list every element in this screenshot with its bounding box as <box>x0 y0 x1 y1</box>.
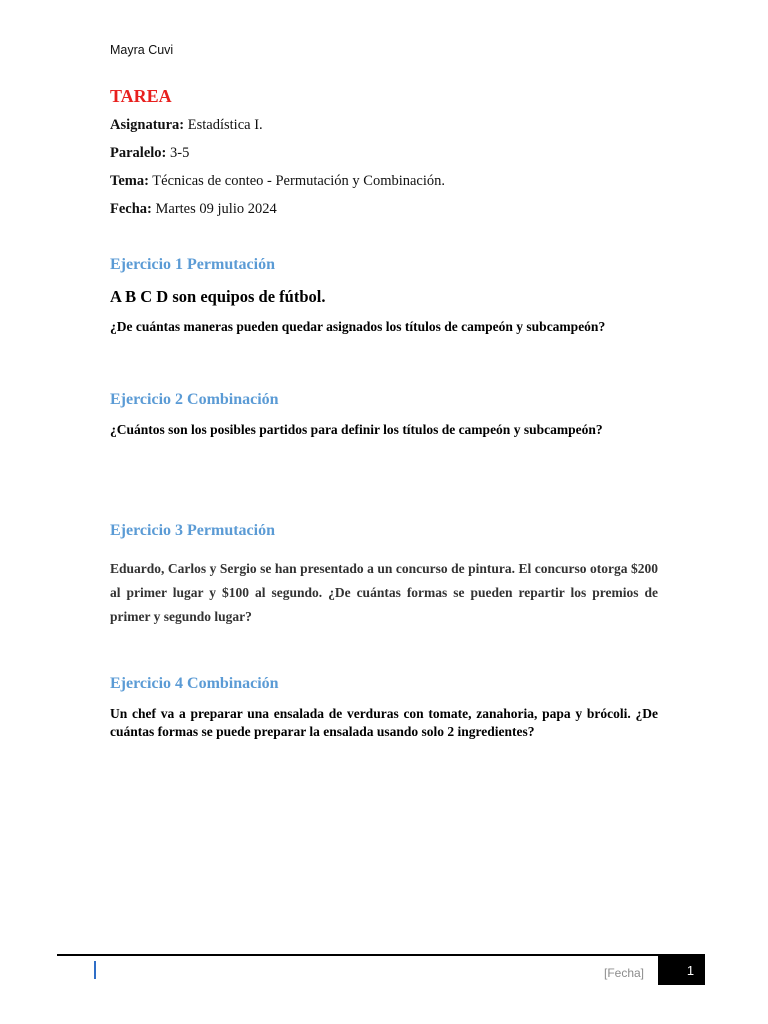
footer-text-cursor <box>94 961 96 979</box>
exercise-2-text: ¿Cuántos son los posibles partidos para definir los títulos de campeón y subcampeón? <box>110 422 603 437</box>
page-number: 1 <box>686 962 695 978</box>
exercise-3-heading: Ejercicio 3 Permutación <box>110 522 275 539</box>
exercise-1-text: ¿De cuántas maneras pueden quedar asignados los títulos de campeón y subcampeón? <box>110 319 606 334</box>
meta-fecha-label: Fecha: <box>110 201 152 217</box>
page-number-box <box>658 955 705 985</box>
meta-paralelo-value: 3-5 <box>166 145 190 161</box>
meta-tema-value: Técnicas de conteo - Permutación y Combinación. <box>148 173 446 189</box>
footer-date-placeholder[interactable]: [Fecha] <box>604 966 645 980</box>
meta-asignatura <box>110 117 263 134</box>
document-title: TAREA <box>110 86 172 106</box>
exercise-4-heading: Ejercicio 4 Combinación <box>110 675 279 692</box>
header-author: Mayra Cuvi <box>110 43 174 57</box>
exercise-4-text: Un chef va a preparar una ensalada de verduras con tomate, zanahoria, papa y brócoli. ¿De cuántas formas se puede preparar la ensalada usando solo 2 ingredientes? <box>110 706 658 739</box>
exercise-1-subheading: A B C D son equipos de fútbol. <box>110 287 326 306</box>
meta-asignatura-value: Estadística I. <box>184 117 263 133</box>
meta-tema-label: Tema: <box>110 173 149 189</box>
meta-fecha <box>110 201 277 218</box>
meta-tema <box>110 173 445 190</box>
exercise-2-heading: Ejercicio 2 Combinación <box>110 391 279 408</box>
footer-divider <box>57 954 705 956</box>
meta-paralelo-label: Paralelo: <box>110 145 167 161</box>
meta-paralelo <box>110 145 189 162</box>
meta-asignatura-label: Asignatura: <box>110 117 185 133</box>
exercise-3-text: Eduardo, Carlos y Sergio se han presentado a un concurso de pintura. El concurso otorga $200 al primer lugar y $100 al segundo. ¿De cuántas formas se pueden repartir los premios de primer y segundo lugar? <box>110 561 658 624</box>
exercise-1-heading: Ejercicio 1 Permutación <box>110 256 275 273</box>
meta-fecha-value: Martes 09 julio 2024 <box>151 201 277 217</box>
